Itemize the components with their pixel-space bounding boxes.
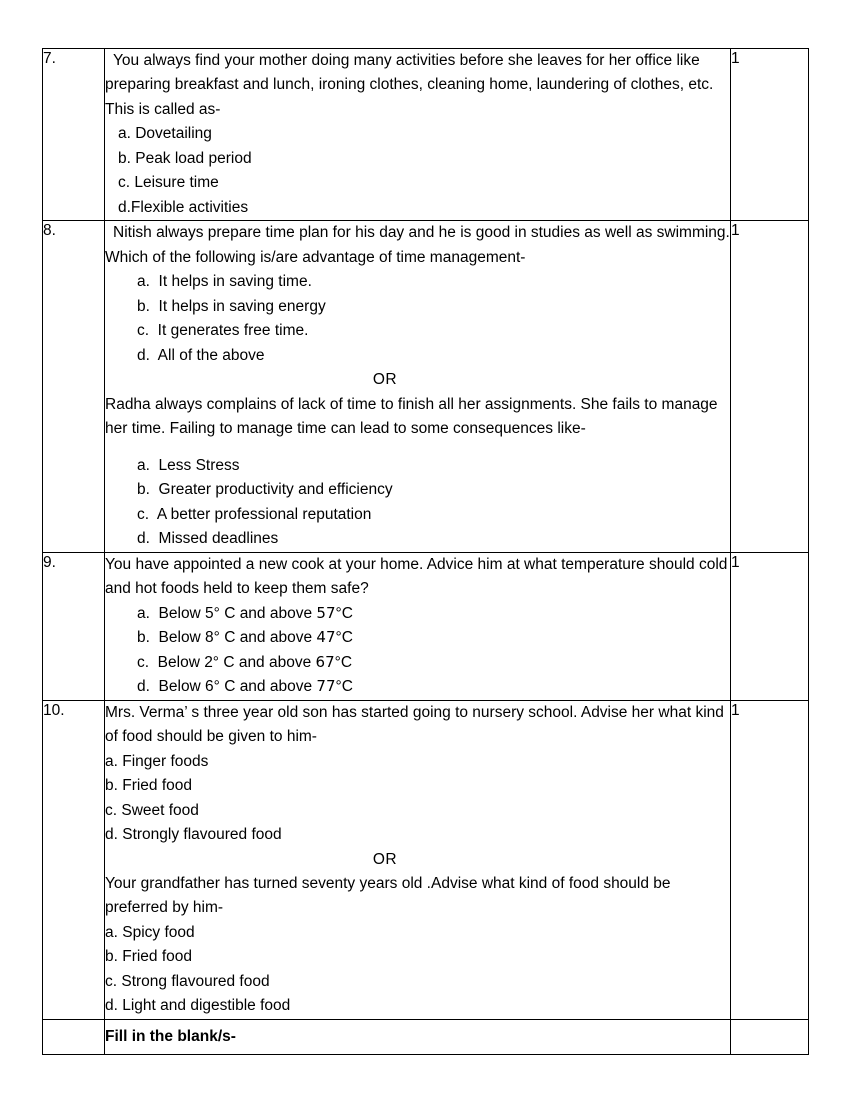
list-item: a. Finger foods (105, 752, 209, 770)
table-row (43, 552, 809, 700)
list-item: a. It helps in saving time. (137, 273, 312, 291)
list-item: a. Less Stress (137, 456, 240, 474)
list-item: d.Flexible activities (118, 198, 249, 216)
spacer (105, 442, 730, 454)
question-marks: 1 (731, 221, 809, 552)
or-separator (105, 848, 665, 872)
question-number: 10. (43, 700, 105, 1019)
question-marks (731, 1019, 809, 1054)
question-marks: 1 (731, 49, 809, 221)
list-item (105, 651, 730, 675)
alternate-question-stem: Your grandfather has turned seventy years old .Advise what kind of food should be preferred by him- (105, 874, 671, 917)
list-item: c. A better professional reputation (137, 505, 372, 523)
list-item: a. Dovetailing (118, 125, 212, 143)
list-item: b. Peak load period (118, 149, 252, 167)
option-list (105, 602, 730, 700)
list-item: b. Fried food (105, 777, 193, 795)
table-row (43, 221, 809, 552)
option-prefix: b. Below 8° C and above (137, 629, 317, 647)
question-body (105, 49, 731, 221)
question-number: 9. (43, 552, 105, 700)
question-number (43, 1019, 105, 1054)
table-row (43, 49, 809, 221)
list-item: c. It generates free time. (137, 322, 309, 340)
section-heading-cell (105, 1019, 731, 1054)
list-item: b. It helps in saving energy (137, 297, 326, 315)
or-separator (105, 368, 665, 392)
option-suffix: °C (335, 678, 353, 696)
question-body (105, 221, 731, 552)
option-prefix: a. Below 5° C and above (137, 604, 317, 622)
table-row (43, 1019, 809, 1054)
list-item (105, 675, 730, 699)
question-number: 8. (43, 221, 105, 552)
list-item (105, 626, 730, 650)
list-item: d. Missed deadlines (137, 530, 279, 548)
or-label: OR (372, 850, 398, 868)
option-temperature-value: 57 (316, 603, 336, 622)
question-stem: You always find your mother doing many activities before she leaves for her office like preparing breakfast and lunch, ironing clothes, cleaning home, laundering of clothes, etc. This is called as- (105, 52, 714, 118)
list-item (105, 602, 730, 626)
option-suffix: °C (335, 604, 353, 622)
question-stem: You have appointed a new cook at your home. Advice him at what temperature should cold and hot foods held to keep them safe? (105, 555, 728, 598)
alternate-option-list (105, 921, 730, 1019)
question-stem: Mrs. Verma’ s three year old son has started going to nursery school. Advise her what kind of food should be given to him- (105, 703, 724, 746)
alternate-option-list (105, 454, 730, 552)
list-item: b. Fried food (105, 948, 193, 966)
questions-table (42, 48, 809, 1055)
option-prefix: d. Below 6° C and above (137, 678, 317, 696)
option-list (105, 122, 730, 220)
option-temperature-value: 67 (315, 652, 335, 671)
question-number: 7. (43, 49, 105, 221)
option-suffix: °C (335, 629, 353, 647)
table-row (43, 700, 809, 1019)
alternate-question-stem: Radha always complains of lack of time to finish all her assignments. She fails to manage her time. Failing to manage time can lead to some consequences like- (105, 395, 718, 438)
section-heading: Fill in the blank/s- (105, 1027, 236, 1045)
list-item: d. Strongly flavoured food (105, 826, 282, 844)
question-stem: Nitish always prepare time plan for his day and he is good in studies as well as swimming. Which of the following is/are advantage of time management- (105, 224, 730, 266)
list-item: a. Spicy food (105, 923, 195, 941)
option-list (105, 750, 730, 848)
option-list (105, 270, 730, 368)
list-item: d. All of the above (137, 346, 265, 364)
or-label: OR (372, 371, 398, 389)
option-temperature-value: 47 (316, 628, 336, 647)
option-suffix: °C (334, 653, 353, 671)
question-body (105, 700, 731, 1019)
question-marks: 1 (731, 552, 809, 700)
question-body (105, 552, 731, 700)
list-item: c. Strong flavoured food (105, 972, 270, 990)
option-prefix: c. Below 2° C and above (137, 653, 316, 671)
list-item: b. Greater productivity and efficiency (137, 481, 393, 499)
list-item: c. Sweet food (105, 801, 199, 819)
question-marks: 1 (731, 700, 809, 1019)
list-item: d. Light and digestible food (105, 997, 291, 1015)
list-item: c. Leisure time (118, 174, 219, 192)
option-temperature-value: 77 (316, 677, 336, 696)
